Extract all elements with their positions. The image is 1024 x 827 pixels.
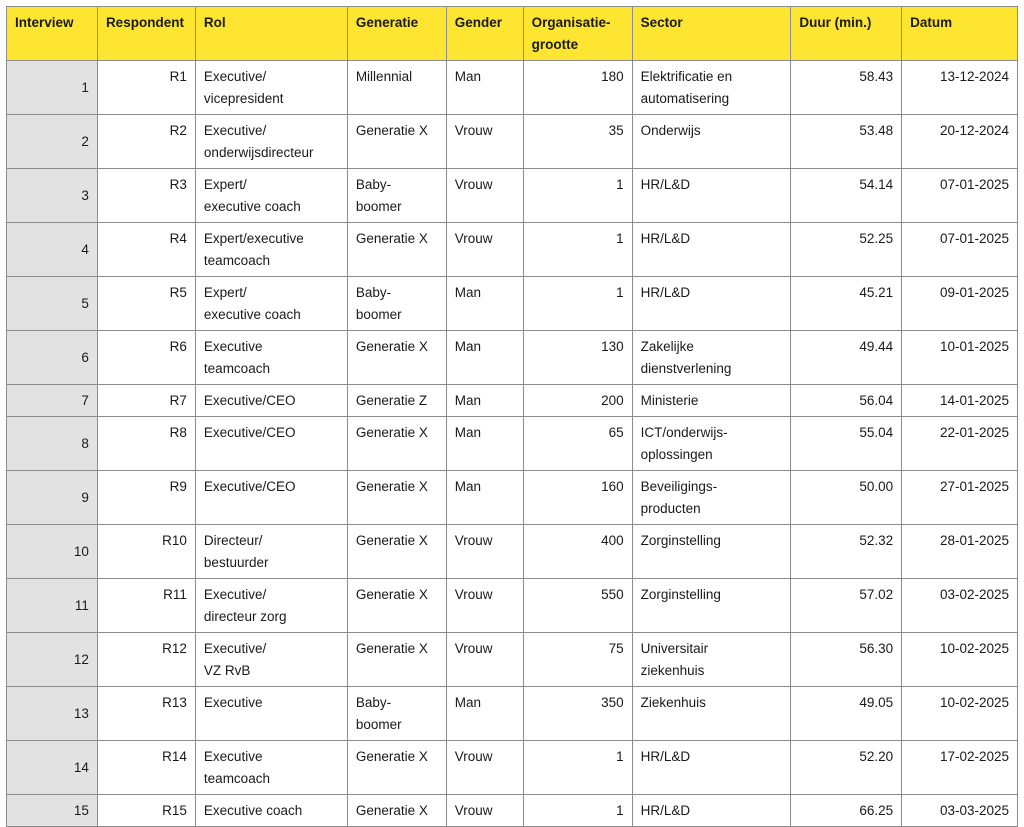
cell-gender: Man [446,471,523,525]
cell-gender: Man [446,417,523,471]
cell-respondent: R2 [97,115,195,169]
cell-sector: HR/L&D [632,277,791,331]
cell-respondent: R1 [97,61,195,115]
cell-organisatiegrootte: 1 [523,795,632,827]
cell-datum: 10-02-2025 [902,633,1018,687]
cell-datum: 28-01-2025 [902,525,1018,579]
cell-duur: 56.30 [791,633,902,687]
cell-sector: HR/L&D [632,795,791,827]
cell-organisatiegrootte: 1 [523,277,632,331]
cell-datum: 03-02-2025 [902,579,1018,633]
cell-duur: 54.14 [791,169,902,223]
cell-sector: ICT/onderwijs- oplossingen [632,417,791,471]
cell-interview: 8 [7,417,98,471]
table-row [7,385,1018,417]
cell-rol: Executive teamcoach [195,741,347,795]
cell-generatie: Generatie X [347,331,446,385]
cell-rol: Executive/ directeur zorg [195,579,347,633]
header-generatie: Generatie [347,7,446,61]
table-row [7,741,1018,795]
cell-organisatiegrootte: 550 [523,579,632,633]
cell-organisatiegrootte: 160 [523,471,632,525]
cell-datum: 13-12-2024 [902,61,1018,115]
cell-duur: 57.02 [791,579,902,633]
cell-generatie: Generatie X [347,579,446,633]
cell-interview: 2 [7,115,98,169]
cell-organisatiegrootte: 1 [523,169,632,223]
cell-sector: Universitair ziekenhuis [632,633,791,687]
cell-generatie: Generatie X [347,115,446,169]
cell-organisatiegrootte: 1 [523,741,632,795]
cell-duur: 66.25 [791,795,902,827]
cell-respondent: R9 [97,471,195,525]
cell-respondent: R14 [97,741,195,795]
cell-sector: HR/L&D [632,741,791,795]
header-interview: Interview [7,7,98,61]
cell-gender: Vrouw [446,741,523,795]
cell-sector: HR/L&D [632,223,791,277]
cell-gender: Vrouw [446,169,523,223]
cell-rol: Executive/CEO [195,385,347,417]
cell-respondent: R4 [97,223,195,277]
table-row [7,61,1018,115]
cell-sector: Ministerie [632,385,791,417]
header-gender: Gender [446,7,523,61]
table-row [7,471,1018,525]
cell-rol: Executive/CEO [195,417,347,471]
cell-datum: 20-12-2024 [902,115,1018,169]
cell-duur: 49.05 [791,687,902,741]
cell-sector: Ziekenhuis [632,687,791,741]
cell-generatie: Generatie X [347,417,446,471]
cell-rol: Executive/ VZ RvB [195,633,347,687]
cell-gender: Man [446,61,523,115]
cell-interview: 12 [7,633,98,687]
cell-gender: Man [446,385,523,417]
cell-sector: Onderwijs [632,115,791,169]
cell-rol: Executive teamcoach [195,331,347,385]
cell-generatie: Generatie X [347,741,446,795]
cell-datum: 09-01-2025 [902,277,1018,331]
table-body [7,61,1018,827]
cell-duur: 53.48 [791,115,902,169]
cell-organisatiegrootte: 1 [523,223,632,277]
header-respondent: Respondent [97,7,195,61]
cell-interview: 11 [7,579,98,633]
cell-datum: 07-01-2025 [902,223,1018,277]
cell-datum: 14-01-2025 [902,385,1018,417]
cell-organisatiegrootte: 75 [523,633,632,687]
cell-generatie: Baby- boomer [347,277,446,331]
cell-duur: 45.21 [791,277,902,331]
cell-interview: 13 [7,687,98,741]
cell-rol: Directeur/ bestuurder [195,525,347,579]
cell-organisatiegrootte: 350 [523,687,632,741]
cell-gender: Vrouw [446,795,523,827]
cell-sector: HR/L&D [632,169,791,223]
cell-interview: 10 [7,525,98,579]
cell-respondent: R8 [97,417,195,471]
cell-generatie: Generatie X [347,525,446,579]
cell-gender: Man [446,687,523,741]
cell-interview: 14 [7,741,98,795]
cell-respondent: R3 [97,169,195,223]
cell-gender: Vrouw [446,633,523,687]
cell-generatie: Generatie X [347,223,446,277]
cell-duur: 49.44 [791,331,902,385]
cell-sector: Elektrificatie en automatisering [632,61,791,115]
table-row [7,417,1018,471]
table-row [7,277,1018,331]
cell-sector: Zorginstelling [632,579,791,633]
cell-duur: 58.43 [791,61,902,115]
header-sector: Sector [632,7,791,61]
cell-duur: 52.32 [791,525,902,579]
cell-organisatiegrootte: 65 [523,417,632,471]
cell-rol: Executive [195,687,347,741]
cell-respondent: R13 [97,687,195,741]
table-row [7,633,1018,687]
cell-respondent: R15 [97,795,195,827]
cell-respondent: R11 [97,579,195,633]
cell-duur: 52.20 [791,741,902,795]
cell-datum: 22-01-2025 [902,417,1018,471]
cell-generatie: Generatie X [347,471,446,525]
cell-duur: 50.00 [791,471,902,525]
cell-respondent: R10 [97,525,195,579]
cell-rol: Executive/CEO [195,471,347,525]
cell-rol: Expert/ executive coach [195,169,347,223]
table-row [7,115,1018,169]
interview-table [6,6,1018,827]
cell-generatie: Baby- boomer [347,687,446,741]
cell-datum: 10-02-2025 [902,687,1018,741]
cell-interview: 1 [7,61,98,115]
table-row [7,223,1018,277]
cell-organisatiegrootte: 130 [523,331,632,385]
cell-interview: 5 [7,277,98,331]
cell-sector: Beveiligings- producten [632,471,791,525]
cell-gender: Man [446,277,523,331]
cell-duur: 52.25 [791,223,902,277]
cell-generatie: Generatie X [347,795,446,827]
cell-sector: Zorginstelling [632,525,791,579]
cell-gender: Vrouw [446,115,523,169]
cell-interview: 3 [7,169,98,223]
cell-datum: 07-01-2025 [902,169,1018,223]
cell-interview: 6 [7,331,98,385]
cell-generatie: Generatie X [347,633,446,687]
table-row [7,687,1018,741]
cell-organisatiegrootte: 200 [523,385,632,417]
cell-rol: Executive/ vicepresident [195,61,347,115]
table-row [7,795,1018,827]
cell-gender: Man [446,331,523,385]
cell-interview: 9 [7,471,98,525]
header-duur: Duur (min.) [791,7,902,61]
cell-duur: 55.04 [791,417,902,471]
cell-datum: 10-01-2025 [902,331,1018,385]
cell-datum: 27-01-2025 [902,471,1018,525]
cell-generatie: Baby- boomer [347,169,446,223]
header-row [7,7,1018,61]
cell-organisatiegrootte: 35 [523,115,632,169]
cell-organisatiegrootte: 180 [523,61,632,115]
cell-interview: 7 [7,385,98,417]
table-row [7,579,1018,633]
cell-respondent: R7 [97,385,195,417]
cell-respondent: R12 [97,633,195,687]
header-organisatiegrootte: Organisatie- grootte [523,7,632,61]
cell-duur: 56.04 [791,385,902,417]
cell-rol: Executive/ onderwijsdirecteur [195,115,347,169]
cell-datum: 03-03-2025 [902,795,1018,827]
cell-gender: Vrouw [446,525,523,579]
cell-interview: 15 [7,795,98,827]
cell-respondent: R6 [97,331,195,385]
cell-sector: Zakelijke dienstverlening [632,331,791,385]
cell-generatie: Generatie Z [347,385,446,417]
table-row [7,331,1018,385]
cell-organisatiegrootte: 400 [523,525,632,579]
cell-generatie: Millennial [347,61,446,115]
table-row [7,525,1018,579]
cell-respondent: R5 [97,277,195,331]
cell-rol: Expert/executive teamcoach [195,223,347,277]
cell-rol: Expert/ executive coach [195,277,347,331]
header-rol: Rol [195,7,347,61]
header-datum: Datum [902,7,1018,61]
cell-gender: Vrouw [446,579,523,633]
cell-interview: 4 [7,223,98,277]
table-row [7,169,1018,223]
cell-gender: Vrouw [446,223,523,277]
cell-rol: Executive coach [195,795,347,827]
cell-datum: 17-02-2025 [902,741,1018,795]
